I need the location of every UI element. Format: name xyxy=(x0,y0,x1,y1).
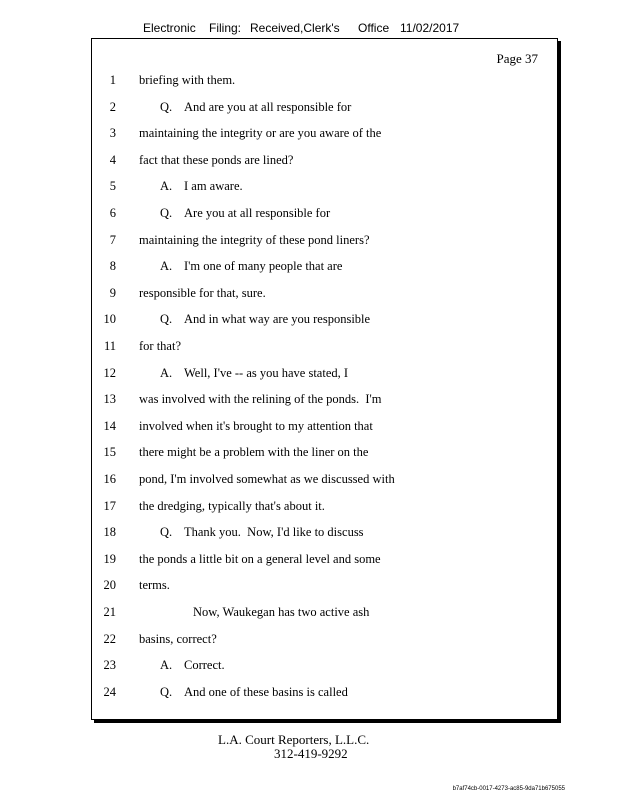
line-number: 6 xyxy=(109,206,116,220)
line-number: 23 xyxy=(103,658,116,673)
speaker-label: A. xyxy=(160,179,173,194)
line-number: 7 xyxy=(109,232,116,247)
transcript-line xyxy=(0,442,618,462)
speaker-label: A. xyxy=(160,259,173,274)
transcript-line xyxy=(0,655,618,675)
transcript-line xyxy=(0,203,618,223)
transcript-line xyxy=(0,522,618,542)
line-text xyxy=(160,256,342,276)
transcript-line xyxy=(0,629,618,649)
transcript-line xyxy=(0,469,618,489)
transcript-line xyxy=(0,336,618,356)
transcript-line xyxy=(0,602,618,622)
line-content: Well, I've -- as you have stated, I xyxy=(184,365,349,380)
filing-electronic: Electronic xyxy=(143,21,196,35)
line-number: 18 xyxy=(103,525,116,540)
line-number: 8 xyxy=(109,259,116,274)
line-number: 11 xyxy=(103,339,116,353)
speaker-label: A. xyxy=(160,658,173,673)
line-text xyxy=(160,203,330,223)
footer-company: L.A. Court Reporters, L.L.C. xyxy=(218,732,370,747)
transcript-line xyxy=(0,363,618,383)
line-text xyxy=(160,655,225,675)
speaker-label: Q. xyxy=(160,99,173,114)
line-content: And in what way are you responsible xyxy=(184,312,371,327)
transcript-line xyxy=(0,496,618,516)
line-content: I'm one of many people that are xyxy=(184,259,343,274)
line-number: 24 xyxy=(103,684,116,699)
line-number: 5 xyxy=(109,179,116,194)
document-hash: b7af74cb-0017-4273-ac85-9da71b675055 xyxy=(452,786,565,792)
transcript-line xyxy=(0,150,618,170)
line-text xyxy=(160,309,370,329)
transcript-line xyxy=(0,549,618,569)
line-number: 13 xyxy=(103,392,116,407)
line-number: 15 xyxy=(103,445,116,460)
line-content: Thank you. Now, I'd like to discuss xyxy=(184,525,364,540)
line-text: the dredging, typically that's about it. xyxy=(139,498,325,513)
transcript-line xyxy=(0,70,618,90)
line-text: briefing with them. xyxy=(139,73,236,87)
line-text: for that? xyxy=(139,339,181,353)
transcript-line xyxy=(0,416,618,436)
line-content: And one of these basins is called xyxy=(184,684,348,699)
line-text: terms. xyxy=(139,578,170,593)
transcript-line xyxy=(0,389,618,409)
line-number: 21 xyxy=(103,605,116,619)
line-number: 14 xyxy=(103,418,116,433)
line-text: involved when it's brought to my attention that xyxy=(139,418,373,433)
line-text: there might be a problem with the liner on the xyxy=(139,445,369,460)
line-content: And are you at all responsible for xyxy=(184,99,352,114)
transcript-line xyxy=(0,256,618,276)
line-number: 20 xyxy=(103,578,116,593)
transcript-line xyxy=(0,230,618,250)
transcript-line xyxy=(0,682,618,702)
line-text: Now, Waukegan has two active ash xyxy=(193,605,370,619)
line-number: 17 xyxy=(103,498,116,513)
line-number: 10 xyxy=(103,312,116,327)
line-text: maintaining the integrity or are you aware of the xyxy=(139,126,382,141)
line-text xyxy=(160,682,348,702)
filing-date: 11/02/2017 xyxy=(400,21,460,35)
transcript-line xyxy=(0,575,618,595)
speaker-label: Q. xyxy=(160,684,173,699)
line-number: 16 xyxy=(103,472,116,486)
transcript-line xyxy=(0,283,618,303)
line-number: 1 xyxy=(109,73,116,87)
line-content: I am aware. xyxy=(184,179,243,194)
line-content: Correct. xyxy=(184,658,225,673)
speaker-label: A. xyxy=(160,365,173,380)
transcript-line xyxy=(0,309,618,329)
line-text: was involved with the relining of the ponds. I'm xyxy=(139,392,382,407)
filing-filing-label: Filing: xyxy=(209,21,242,35)
filing-office: Office xyxy=(358,21,390,35)
line-text xyxy=(160,176,243,196)
footer-phone: 312-419-9292 xyxy=(274,746,348,761)
transcript-line xyxy=(0,123,618,143)
speaker-label: Q. xyxy=(160,312,173,327)
line-text xyxy=(160,363,348,383)
line-text: responsible for that, sure. xyxy=(139,285,266,300)
line-number: 12 xyxy=(103,365,116,380)
line-content: Are you at all responsible for xyxy=(184,206,331,220)
line-number: 2 xyxy=(109,99,116,114)
line-number: 22 xyxy=(103,631,116,646)
line-number: 9 xyxy=(109,285,116,300)
line-number: 4 xyxy=(109,152,116,167)
filing-received: Received,Clerk's xyxy=(250,21,340,35)
line-number: 3 xyxy=(109,126,116,141)
line-text: pond, I'm involved somewhat as we discussed with xyxy=(139,472,395,486)
transcript-line xyxy=(0,97,618,117)
line-text: the ponds a little bit on a general level and some xyxy=(139,551,381,566)
line-text xyxy=(160,97,351,117)
line-text xyxy=(160,522,364,542)
page-number: Page 37 xyxy=(496,51,538,66)
speaker-label: Q. xyxy=(160,525,173,540)
line-text: basins, correct? xyxy=(139,631,217,646)
transcript-line xyxy=(0,176,618,196)
speaker-label: Q. xyxy=(160,206,173,220)
line-text: fact that these ponds are lined? xyxy=(139,152,294,167)
line-text: maintaining the integrity of these pond liners? xyxy=(139,232,370,247)
line-number: 19 xyxy=(103,551,116,566)
